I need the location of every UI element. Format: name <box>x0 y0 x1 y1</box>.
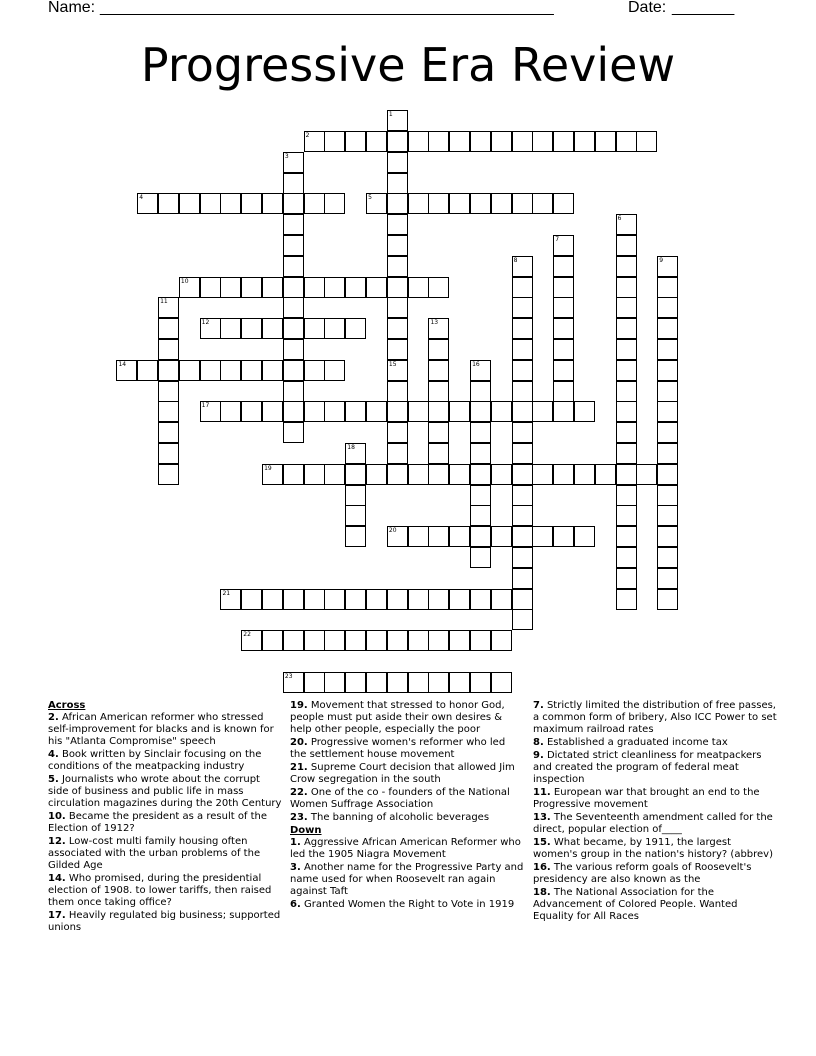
grid-cell[interactable] <box>304 589 325 610</box>
grid-cell[interactable] <box>512 131 533 152</box>
grid-cell[interactable] <box>304 672 325 693</box>
clue-across-4: 4. Book written by Sinclair focusing on the conditions of the meatpacking industry <box>48 749 262 772</box>
grid-cell[interactable] <box>532 401 553 422</box>
grid-cell[interactable] <box>512 609 533 630</box>
grid-cell[interactable] <box>345 485 366 506</box>
grid-cell[interactable] <box>574 464 595 485</box>
grid-cell[interactable] <box>387 422 408 443</box>
grid-cell[interactable] <box>449 526 470 547</box>
grid-cell[interactable] <box>304 360 325 381</box>
grid-cell[interactable] <box>595 131 616 152</box>
grid-cell[interactable] <box>345 277 366 298</box>
grid-cell[interactable] <box>366 589 387 610</box>
grid-cell[interactable] <box>512 505 533 526</box>
clue-down-8: 8. Established a graduated income tax <box>533 737 728 748</box>
grid-cell[interactable] <box>387 297 408 318</box>
grid-cell[interactable] <box>408 131 429 152</box>
grid-cell[interactable] <box>553 464 574 485</box>
grid-cell[interactable] <box>616 131 637 152</box>
grid-cell[interactable] <box>158 443 179 464</box>
grid-cell[interactable] <box>262 277 283 298</box>
grid-cell[interactable] <box>657 589 678 610</box>
grid-cell[interactable] <box>345 318 366 339</box>
grid-cell[interactable] <box>512 318 533 339</box>
grid-cell[interactable] <box>512 193 533 214</box>
grid-cell[interactable] <box>366 630 387 651</box>
grid-cell[interactable] <box>470 443 491 464</box>
grid-cell[interactable] <box>283 256 304 277</box>
clue-number-label: 14 <box>118 360 127 368</box>
grid-cell[interactable] <box>657 547 678 568</box>
grid-cell[interactable] <box>408 589 429 610</box>
grid-cell[interactable] <box>616 297 637 318</box>
clue-across-17: 17. Heavily regulated big business; supported unions <box>48 910 281 933</box>
name-label: Name: <box>48 0 96 16</box>
grid-cell[interactable] <box>553 360 574 381</box>
clue-number-label: 7 <box>555 236 560 244</box>
grid-cell[interactable] <box>616 422 637 443</box>
clue-across-5: 5. Journalists who wrote about the corrupt side of business and public life in mass circulation magazines during the 20th Century <box>48 774 282 809</box>
grid-cell[interactable] <box>491 193 512 214</box>
grid-cell[interactable] <box>512 547 533 568</box>
clue-down-18: 18. The National Association for the Advancement of Colored People. Wanted Equality for All Races <box>533 887 738 922</box>
clue-number-label: 15 <box>388 360 397 368</box>
grid-cell[interactable] <box>616 401 637 422</box>
grid-cell[interactable] <box>428 381 449 402</box>
grid-cell[interactable] <box>512 360 533 381</box>
grid-cell[interactable] <box>283 630 304 651</box>
grid-cell[interactable] <box>428 443 449 464</box>
grid-cell[interactable] <box>553 193 574 214</box>
grid-cell[interactable] <box>345 505 366 526</box>
grid-cell[interactable] <box>158 381 179 402</box>
clue-number-label: 4 <box>139 194 144 202</box>
grid-cell[interactable] <box>262 630 283 651</box>
grid-cell[interactable] <box>428 131 449 152</box>
grid-cell[interactable] <box>345 672 366 693</box>
grid-cell[interactable] <box>387 464 408 485</box>
grid-cell[interactable] <box>616 464 637 485</box>
grid-cell[interactable] <box>553 401 574 422</box>
grid-cell[interactable] <box>366 277 387 298</box>
across-heading: Across <box>48 700 86 711</box>
grid-cell[interactable] <box>387 630 408 651</box>
grid-cell[interactable] <box>553 318 574 339</box>
grid-cell[interactable] <box>387 443 408 464</box>
grid-cell[interactable] <box>428 464 449 485</box>
grid-cell[interactable] <box>158 422 179 443</box>
grid-cell[interactable] <box>616 505 637 526</box>
clues-section <box>48 700 778 950</box>
grid-cell[interactable] <box>470 131 491 152</box>
clue-number-label: 1 <box>388 111 393 119</box>
grid-cell[interactable] <box>491 672 512 693</box>
grid-cell[interactable] <box>408 277 429 298</box>
grid-cell[interactable] <box>158 193 179 214</box>
grid-cell[interactable] <box>158 360 179 381</box>
grid-cell[interactable] <box>241 360 262 381</box>
grid-cell[interactable] <box>657 526 678 547</box>
grid-cell[interactable] <box>387 131 408 152</box>
grid-cell[interactable] <box>553 339 574 360</box>
grid-cell[interactable] <box>491 589 512 610</box>
grid-cell[interactable] <box>283 318 304 339</box>
clue-down-7: 7. Strictly limited the distribution of free passes, a common form of bribery, Also ICC Power to set maximum railroad rates <box>533 700 777 735</box>
grid-cell[interactable] <box>262 401 283 422</box>
grid-cell[interactable] <box>616 485 637 506</box>
grid-cell[interactable] <box>616 526 637 547</box>
grid-cell[interactable] <box>387 214 408 235</box>
grid-cell[interactable] <box>470 381 491 402</box>
grid-cell[interactable] <box>657 277 678 298</box>
grid-cell[interactable] <box>657 443 678 464</box>
grid-cell[interactable] <box>387 277 408 298</box>
clue-number-label: 12 <box>201 319 210 327</box>
grid-cell[interactable] <box>657 485 678 506</box>
grid-cell[interactable] <box>657 464 678 485</box>
clue-number-label: 17 <box>201 402 210 410</box>
grid-cell[interactable] <box>616 568 637 589</box>
grid-cell[interactable] <box>158 318 179 339</box>
clue-down-11: 11. European war that brought an end to the Progressive movement <box>533 787 760 810</box>
grid-cell[interactable] <box>408 526 429 547</box>
grid-cell[interactable] <box>636 131 657 152</box>
grid-cell[interactable] <box>616 589 637 610</box>
grid-cell[interactable] <box>512 277 533 298</box>
grid-cell[interactable] <box>616 547 637 568</box>
clue-number-label: 20 <box>388 527 397 535</box>
grid-cell[interactable] <box>616 256 637 277</box>
grid-cell[interactable] <box>657 401 678 422</box>
grid-cell[interactable] <box>345 464 366 485</box>
clue-number-label: 9 <box>659 256 664 264</box>
grid-cell[interactable] <box>387 589 408 610</box>
clue-number-label: 8 <box>513 256 518 264</box>
grid-cell[interactable] <box>324 193 345 214</box>
grid-cell[interactable] <box>491 131 512 152</box>
grid-cell[interactable] <box>512 422 533 443</box>
grid-cell[interactable] <box>283 277 304 298</box>
grid-cell[interactable] <box>283 381 304 402</box>
grid-cell[interactable] <box>574 131 595 152</box>
grid-cell[interactable] <box>387 672 408 693</box>
clue-number-label: 13 <box>430 319 439 327</box>
grid-cell[interactable] <box>512 297 533 318</box>
grid-cell[interactable] <box>512 589 533 610</box>
clue-down-1: 1. Aggressive African American Reformer who led the 1905 Niagra Movement <box>290 837 521 860</box>
clue-number-label: 5 <box>368 194 372 202</box>
clue-down-13: 13. The Seventeenth amendment called for the direct, popular election of____ <box>533 812 773 835</box>
clue-column-3 <box>533 700 778 924</box>
clue-number-label: 11 <box>160 298 168 306</box>
grid-cell[interactable] <box>512 381 533 402</box>
clue-number-label: 16 <box>472 360 480 368</box>
grid-cell[interactable] <box>304 401 325 422</box>
grid-cell[interactable] <box>220 277 241 298</box>
grid-cell[interactable] <box>387 256 408 277</box>
grid-cell[interactable] <box>428 630 449 651</box>
grid-cell[interactable] <box>283 235 304 256</box>
grid-cell[interactable] <box>200 193 221 214</box>
grid-cell[interactable] <box>220 401 241 422</box>
grid-cell[interactable] <box>304 277 325 298</box>
grid-cell[interactable] <box>220 318 241 339</box>
grid-cell[interactable] <box>470 422 491 443</box>
clue-down-9: 9. Dictated strict cleanliness for meatpackers and created the program of federal meat inspection <box>533 750 762 785</box>
grid-cell[interactable] <box>657 568 678 589</box>
grid-cell[interactable] <box>345 589 366 610</box>
grid-cell[interactable] <box>241 401 262 422</box>
grid-cell[interactable] <box>200 277 221 298</box>
grid-cell[interactable] <box>387 173 408 194</box>
grid-cell[interactable] <box>345 401 366 422</box>
grid-cell[interactable] <box>241 589 262 610</box>
grid-cell[interactable] <box>345 526 366 547</box>
grid-cell[interactable] <box>449 672 470 693</box>
grid-cell[interactable] <box>532 526 553 547</box>
grid-cell[interactable] <box>470 193 491 214</box>
grid-cell[interactable] <box>345 630 366 651</box>
grid-cell[interactable] <box>137 360 158 381</box>
clue-across-10: 10. Became the president as a result of the Election of 1912? <box>48 811 268 834</box>
grid-cell[interactable] <box>220 193 241 214</box>
grid-cell[interactable] <box>449 630 470 651</box>
grid-cell[interactable] <box>616 318 637 339</box>
grid-cell[interactable] <box>470 672 491 693</box>
grid-cell[interactable] <box>428 422 449 443</box>
grid-cell[interactable] <box>553 277 574 298</box>
grid-cell[interactable] <box>491 401 512 422</box>
grid-cell[interactable] <box>512 464 533 485</box>
grid-cell[interactable] <box>657 318 678 339</box>
grid-cell[interactable] <box>532 193 553 214</box>
grid-cell[interactable] <box>408 464 429 485</box>
grid-cell[interactable] <box>470 589 491 610</box>
grid-cell[interactable] <box>428 360 449 381</box>
grid-cell[interactable] <box>387 401 408 422</box>
clue-number-label: 6 <box>617 215 622 223</box>
grid-cell[interactable] <box>324 318 345 339</box>
grid-cell[interactable] <box>283 422 304 443</box>
grid-cell[interactable] <box>470 485 491 506</box>
grid-cell[interactable] <box>491 464 512 485</box>
grid-cell[interactable] <box>387 318 408 339</box>
grid-cell[interactable] <box>262 318 283 339</box>
clue-number-label: 23 <box>284 672 293 680</box>
grid-cell[interactable] <box>158 401 179 422</box>
grid-cell[interactable] <box>470 630 491 651</box>
grid-cell[interactable] <box>657 505 678 526</box>
clue-down-3: 3. Another name for the Progressive Party and name used for when Roosevelt ran again against Taft <box>290 862 524 897</box>
grid-cell[interactable] <box>428 277 449 298</box>
grid-cell[interactable] <box>428 672 449 693</box>
grid-cell[interactable] <box>283 173 304 194</box>
grid-cell[interactable] <box>324 589 345 610</box>
grid-cell[interactable] <box>324 630 345 651</box>
grid-cell[interactable] <box>283 360 304 381</box>
grid-cell[interactable] <box>449 589 470 610</box>
grid-cell[interactable] <box>179 193 200 214</box>
clue-across-20: 20. Progressive women's reformer who led the settlement house movement <box>290 737 506 760</box>
grid-cell[interactable] <box>283 297 304 318</box>
grid-cell[interactable] <box>553 297 574 318</box>
grid-cell[interactable] <box>512 401 533 422</box>
grid-cell[interactable] <box>428 401 449 422</box>
grid-cell[interactable] <box>449 131 470 152</box>
down-heading: Down <box>290 825 322 836</box>
clue-across-21: 21. Supreme Court decision that allowed Jim Crow segregation in the south <box>290 762 515 785</box>
grid-cell[interactable] <box>470 547 491 568</box>
grid-cell[interactable] <box>491 526 512 547</box>
clue-across-14: 14. Who promised, during the presidential election of 1908. to lower tariffs, then raised them once taking office? <box>48 873 272 908</box>
grid-cell[interactable] <box>616 443 637 464</box>
clue-number-label: 22 <box>243 631 251 639</box>
grid-cell[interactable] <box>345 131 366 152</box>
grid-cell[interactable] <box>553 131 574 152</box>
grid-cell[interactable] <box>366 131 387 152</box>
clue-number-label: 19 <box>264 464 272 472</box>
grid-cell[interactable] <box>574 526 595 547</box>
grid-cell[interactable] <box>574 401 595 422</box>
clue-across-22: 22. One of the co - founders of the National Women Suffrage Association <box>290 787 510 810</box>
grid-cell[interactable] <box>283 401 304 422</box>
grid-cell[interactable] <box>324 360 345 381</box>
grid-cell[interactable] <box>470 401 491 422</box>
grid-cell[interactable] <box>532 464 553 485</box>
grid-cell[interactable] <box>324 464 345 485</box>
clue-number-label: 21 <box>222 589 231 597</box>
grid-cell[interactable] <box>512 568 533 589</box>
grid-cell[interactable] <box>387 152 408 173</box>
grid-cell[interactable] <box>262 360 283 381</box>
grid-cell[interactable] <box>283 339 304 360</box>
grid-cell[interactable] <box>387 235 408 256</box>
grid-cell[interactable] <box>470 526 491 547</box>
grid-cell[interactable] <box>387 339 408 360</box>
grid-cell[interactable] <box>304 464 325 485</box>
grid-cell[interactable] <box>387 193 408 214</box>
clue-number-label: 2 <box>305 132 310 140</box>
clue-number-label: 3 <box>284 152 289 160</box>
grid-cell[interactable] <box>616 339 637 360</box>
grid-cell[interactable] <box>595 464 616 485</box>
grid-cell[interactable] <box>283 464 304 485</box>
grid-cell[interactable] <box>408 630 429 651</box>
clue-down-15: 15. What became, by 1911, the largest women's group in the nation's history? (abbrev) <box>533 837 773 860</box>
grid-cell[interactable] <box>387 381 408 402</box>
grid-cell[interactable] <box>262 589 283 610</box>
grid-cell[interactable] <box>636 464 657 485</box>
grid-cell[interactable] <box>470 464 491 485</box>
grid-cell[interactable] <box>304 193 325 214</box>
grid-cell[interactable] <box>553 381 574 402</box>
grid-cell[interactable] <box>657 422 678 443</box>
grid-cell[interactable] <box>616 381 637 402</box>
grid-cell[interactable] <box>428 589 449 610</box>
grid-cell[interactable] <box>512 443 533 464</box>
grid-cell[interactable] <box>366 464 387 485</box>
grid-cell[interactable] <box>657 381 678 402</box>
grid-cell[interactable] <box>220 360 241 381</box>
grid-cell[interactable] <box>324 131 345 152</box>
grid-cell[interactable] <box>158 464 179 485</box>
grid-cell[interactable] <box>283 214 304 235</box>
grid-cell[interactable] <box>657 297 678 318</box>
grid-cell[interactable] <box>304 630 325 651</box>
date-label: Date: <box>628 0 667 16</box>
grid-cell[interactable] <box>449 193 470 214</box>
clue-down-16: 16. The various reform goals of Roosevelt's presidency are also known as the <box>533 862 752 885</box>
grid-cell[interactable] <box>241 193 262 214</box>
grid-cell[interactable] <box>304 318 325 339</box>
grid-cell[interactable] <box>512 339 533 360</box>
grid-cell[interactable] <box>241 318 262 339</box>
name-field[interactable]: ___________________________________________________ <box>100 0 554 16</box>
clue-across-19: 19. Movement that stressed to honor God, people must put aside their own desires & help other people, especially the poor <box>290 700 505 735</box>
grid-cell[interactable] <box>532 131 553 152</box>
grid-cell[interactable] <box>241 277 262 298</box>
grid-cell[interactable] <box>158 339 179 360</box>
grid-cell[interactable] <box>512 485 533 506</box>
clue-across-23: 23. The banning of alcoholic beverages <box>290 812 490 823</box>
clue-column-2 <box>290 700 524 912</box>
grid-cell[interactable] <box>366 401 387 422</box>
grid-cell[interactable] <box>616 277 637 298</box>
clue-column-1 <box>48 700 282 935</box>
page-title: Progressive Era Review <box>140 38 676 92</box>
grid-cell[interactable] <box>428 526 449 547</box>
clue-down-6: 6. Granted Women the Right to Vote in 1919 <box>290 899 515 910</box>
grid-cell[interactable] <box>428 339 449 360</box>
grid-cell[interactable] <box>428 193 449 214</box>
grid-cell[interactable] <box>283 193 304 214</box>
grid-cell[interactable] <box>179 360 200 381</box>
grid-cell[interactable] <box>616 235 637 256</box>
clue-number-label: 10 <box>180 277 189 285</box>
grid-cell[interactable] <box>449 464 470 485</box>
grid-cell[interactable] <box>283 589 304 610</box>
grid-cell[interactable] <box>512 526 533 547</box>
grid-cell[interactable] <box>262 193 283 214</box>
grid-cell[interactable] <box>616 360 637 381</box>
grid-cell[interactable] <box>449 401 470 422</box>
clue-across-12: 12. Low-cost multi family housing often associated with the urban problems of the Gilded Age <box>48 836 261 871</box>
grid-cell[interactable] <box>491 630 512 651</box>
grid-cell[interactable] <box>408 672 429 693</box>
grid-cell[interactable] <box>657 339 678 360</box>
grid-cell[interactable] <box>324 277 345 298</box>
grid-cell[interactable] <box>200 360 221 381</box>
grid-cell[interactable] <box>408 401 429 422</box>
grid-cell[interactable] <box>366 672 387 693</box>
date-field[interactable]: _______ <box>672 0 735 16</box>
grid-cell[interactable] <box>408 193 429 214</box>
grid-cell[interactable] <box>324 672 345 693</box>
grid-cell[interactable] <box>657 360 678 381</box>
clue-across-2: 2. African American reformer who stressed self-improvement for blacks and is known for his "Atlanta Compromise" speech <box>48 712 274 747</box>
clue-number-label: 18 <box>347 444 355 452</box>
grid-cell[interactable] <box>324 401 345 422</box>
grid-cell[interactable] <box>553 526 574 547</box>
grid-cell[interactable] <box>553 256 574 277</box>
grid-cell[interactable] <box>470 505 491 526</box>
